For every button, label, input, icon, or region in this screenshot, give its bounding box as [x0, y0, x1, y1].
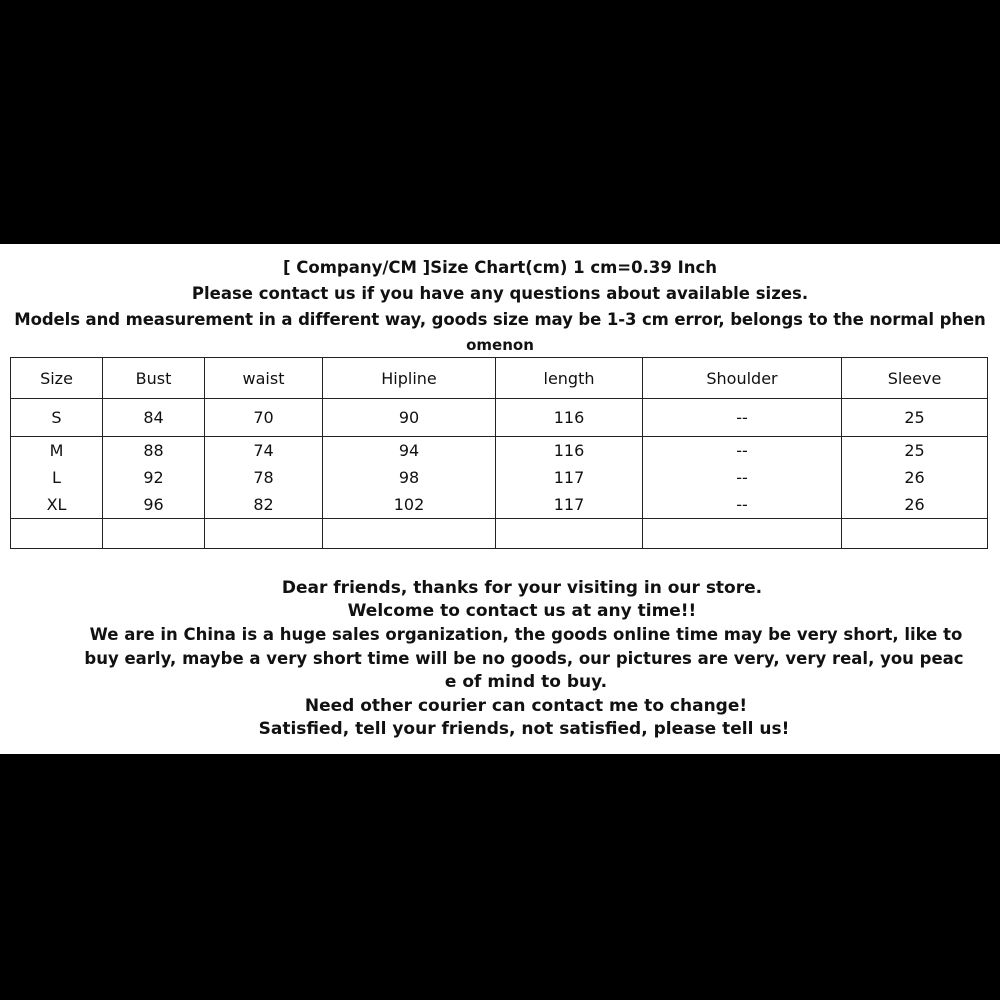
table-cell — [103, 519, 205, 549]
bottom-black-band — [0, 754, 1000, 1000]
contact-note: Please contact us if you have any questions about available sizes. — [191, 284, 809, 303]
table-row — [11, 464, 988, 491]
footer-store-note-3: e of mind to buy. — [444, 672, 608, 692]
size-chart-title: [ Company/CM ]Size Chart(cm) 1 cm=0.39 Inch — [283, 258, 717, 277]
top-black-band — [0, 0, 1000, 244]
table-cell: 102 — [323, 491, 496, 519]
column-header-waist: waist — [205, 358, 323, 399]
table-row — [11, 437, 988, 465]
measurement-note-continued: omenon — [466, 336, 534, 354]
column-header-shoulder: Shoulder — [643, 358, 842, 399]
table-cell: 92 — [103, 464, 205, 491]
column-header-hipline: Hipline — [323, 358, 496, 399]
column-header-length: length — [496, 358, 643, 399]
table-cell: 94 — [323, 437, 496, 465]
size-table — [10, 357, 988, 549]
table-cell: 116 — [496, 437, 643, 465]
footer-greeting: Dear friends, thanks for your visiting in our store. — [281, 578, 763, 598]
table-cell: 96 — [103, 491, 205, 519]
table-cell — [205, 519, 323, 549]
column-header-sleeve: Sleeve — [842, 358, 988, 399]
table-cell: -- — [643, 399, 842, 437]
column-header-bust: Bust — [103, 358, 205, 399]
table-cell: 26 — [842, 491, 988, 519]
table-cell: 25 — [842, 399, 988, 437]
table-cell: S — [11, 399, 103, 437]
table-header-row — [11, 358, 988, 399]
table-cell: 116 — [496, 399, 643, 437]
table-cell: 98 — [323, 464, 496, 491]
table-empty-row — [11, 519, 988, 549]
table-cell: 90 — [323, 399, 496, 437]
table-cell — [842, 519, 988, 549]
table-cell: 78 — [205, 464, 323, 491]
table-cell: 84 — [103, 399, 205, 437]
column-header-size: Size — [11, 358, 103, 399]
table-cell: L — [11, 464, 103, 491]
footer-store-note: We are in China is a huge sales organization, the goods online time may be very short, like to — [89, 625, 963, 644]
table-cell — [11, 519, 103, 549]
table-cell: 117 — [496, 491, 643, 519]
table-cell: 70 — [205, 399, 323, 437]
footer-courier-note: Need other courier can contact me to change! — [304, 696, 748, 716]
table-row — [11, 491, 988, 519]
table-cell: -- — [643, 437, 842, 465]
footer-satisfaction-note: Satisfied, tell your friends, not satisfied, please tell us! — [258, 719, 790, 739]
table-cell: 117 — [496, 464, 643, 491]
table-cell: 74 — [205, 437, 323, 465]
table-cell — [643, 519, 842, 549]
footer-store-note-2: buy early, maybe a very short time will be no goods, our pictures are very, very real, you peac — [84, 649, 964, 668]
table-cell: 88 — [103, 437, 205, 465]
footer-welcome: Welcome to contact us at any time!! — [347, 601, 697, 621]
table-cell: M — [11, 437, 103, 465]
table-cell: XL — [11, 491, 103, 519]
table-row — [11, 399, 988, 437]
table-cell — [323, 519, 496, 549]
table-cell — [496, 519, 643, 549]
table-cell: -- — [643, 491, 842, 519]
measurement-note: Models and measurement in a different way, goods size may be 1-3 cm error, belongs to the normal phen — [14, 310, 986, 329]
table-cell: 25 — [842, 437, 988, 465]
table-cell: 26 — [842, 464, 988, 491]
table-cell: 82 — [205, 491, 323, 519]
table-cell: -- — [643, 464, 842, 491]
